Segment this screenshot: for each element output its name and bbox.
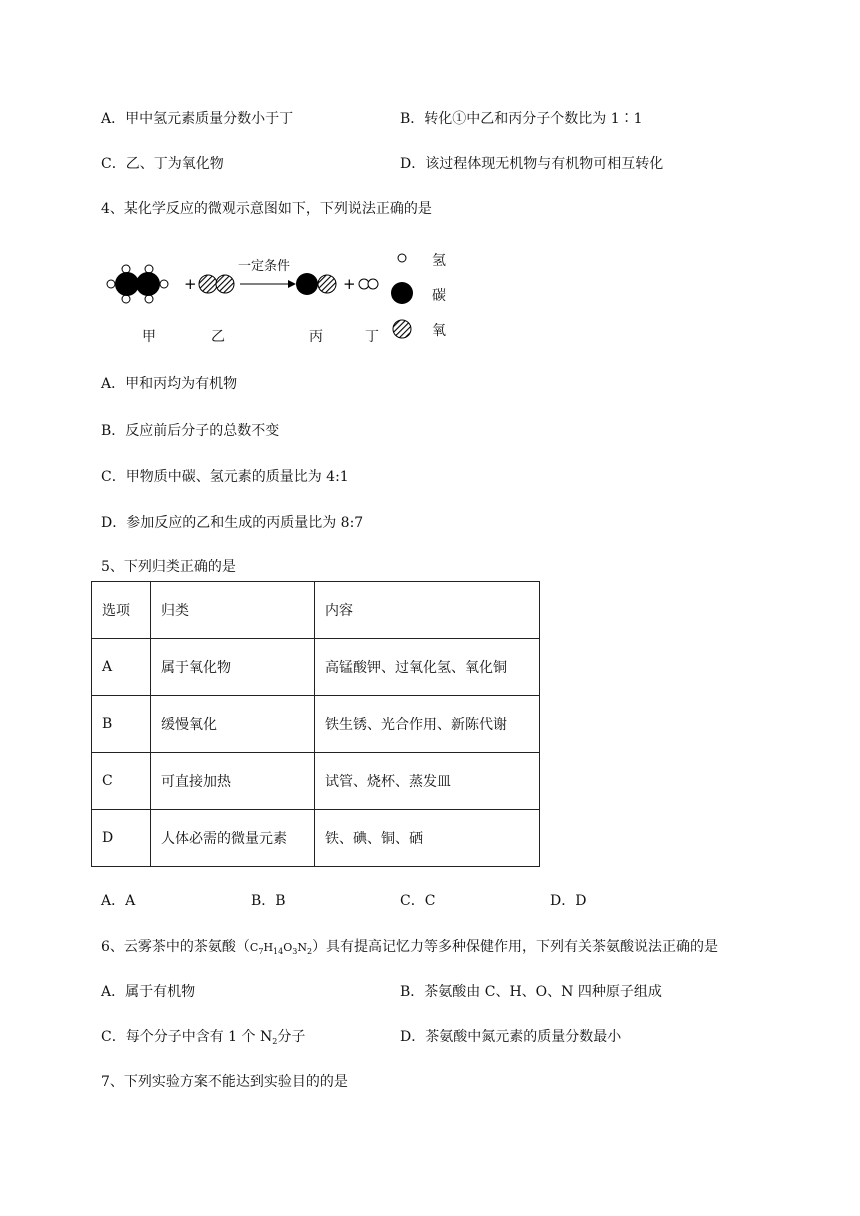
table-cell: 高锰酸钾、过氧化氢、氧化铜 [315, 639, 540, 696]
molecule-yi [199, 275, 234, 293]
table-cell: 试管、烧杯、蒸发皿 [315, 753, 540, 810]
q5-option-d: D．D [550, 893, 587, 909]
q4-option-a: A．甲和丙均为有机物 [101, 376, 238, 392]
table-cell: 人体必需的微量元素 [151, 810, 315, 867]
formula-element: C [249, 941, 259, 954]
legend-oxygen: 氧 [432, 323, 446, 339]
table-header-row [92, 582, 540, 639]
formula-element: H [263, 941, 274, 954]
legend-hydrogen: 氢 [432, 253, 446, 269]
legend-carbon: 碳 [432, 288, 446, 304]
q3-option-a: A．甲中氢元素质量分数小于丁 [101, 111, 294, 127]
q3-option-d: D．该过程体现无机物与有机物可相互转化 [400, 156, 664, 172]
q4-stem: 4、某化学反应的微观示意图如下，下列说法正确的是 [101, 201, 432, 217]
formula-subscript: 7 [258, 947, 264, 956]
table-cell: B [92, 696, 151, 753]
plus-sign-2: + [343, 275, 356, 293]
q5-option-a: A．A [101, 893, 136, 909]
q5-option-c: C．C [400, 893, 436, 909]
molecule-bing [296, 273, 336, 295]
table-row [92, 696, 540, 753]
legend-oxygen-icon [393, 320, 411, 338]
formula-subscript: 3 [292, 947, 298, 956]
table-row [92, 810, 540, 867]
reaction-arrow [240, 280, 296, 288]
table-cell: A [92, 639, 151, 696]
legend-carbon-icon [391, 282, 413, 304]
table-header-cell: 选项 [92, 582, 151, 639]
q5-option-b: B．B [251, 893, 286, 909]
table-cell: 缓慢氧化 [151, 696, 315, 753]
reaction-condition: 一定条件 [238, 259, 291, 274]
q6-stem-prefix: 6、云雾茶中的茶氨酸（ [101, 939, 250, 955]
table-row [92, 639, 540, 696]
q4-option-b: B．反应前后分子的总数不变 [101, 423, 280, 439]
plus-sign-1: + [184, 275, 197, 293]
q6-option-c [101, 1027, 305, 1052]
q6-option-d: D．茶氨酸中氮元素的质量分数最小 [400, 1029, 622, 1045]
q6-option-b: B．茶氨酸由 C、H、O、N 四种原子组成 [400, 984, 662, 1000]
formula-element: O [283, 941, 293, 954]
q3-option-b: B．转化①中乙和丙分子个数比为 1∶1 [400, 111, 643, 127]
formula-subscript: 14 [273, 947, 284, 956]
reaction-diagram [100, 246, 460, 350]
table-cell: C [92, 753, 151, 810]
q4-option-d: D．参加反应的乙和生成的丙质量比为 8:7 [101, 515, 364, 531]
q6-stem [101, 937, 718, 962]
label-bing: 丙 [309, 329, 323, 345]
q4-option-c: C．甲物质中碳、氢元素的质量比为 4:1 [101, 469, 349, 485]
table-cell: 可直接加热 [151, 753, 315, 810]
formula-element: N [297, 941, 307, 954]
table-cell: 铁、碘、铜、硒 [315, 810, 540, 867]
q6-option-c-suffix: 分子 [277, 1029, 306, 1045]
formula-subscript: 2 [306, 947, 313, 956]
table-cell: D [92, 810, 151, 867]
chemical-formula [250, 941, 312, 954]
label-jia: 甲 [142, 329, 156, 345]
table-header-cell: 归类 [151, 582, 315, 639]
q3-option-c: C．乙、丁为氧化物 [101, 156, 224, 172]
formula-subscript: 2 [272, 1037, 278, 1046]
label-yi: 乙 [211, 329, 225, 345]
q6-option-c-text: C．每个分子中含有 1 个 N [101, 1029, 273, 1045]
q6-stem-suffix: ）具有提高记忆力等多种保健作用，下列有关茶氨酸说法正确的是 [312, 939, 719, 955]
q5-stem: 5、下列归类正确的是 [101, 559, 236, 575]
legend-hydrogen-icon [398, 254, 406, 262]
q6-option-a: A．属于有机物 [101, 984, 196, 1000]
table-cell: 属于氧化物 [151, 639, 315, 696]
classification-table [91, 581, 540, 867]
q7-stem: 7、下列实验方案不能达到实验目的的是 [101, 1074, 348, 1090]
table-header-cell: 内容 [315, 582, 540, 639]
legend-symbols [391, 254, 413, 338]
table-row [92, 753, 540, 810]
molecule-ding [359, 279, 378, 289]
table-cell: 铁生锈、光合作用、新陈代谢 [315, 696, 540, 753]
molecule-jia [107, 265, 168, 303]
label-ding: 丁 [365, 329, 379, 345]
